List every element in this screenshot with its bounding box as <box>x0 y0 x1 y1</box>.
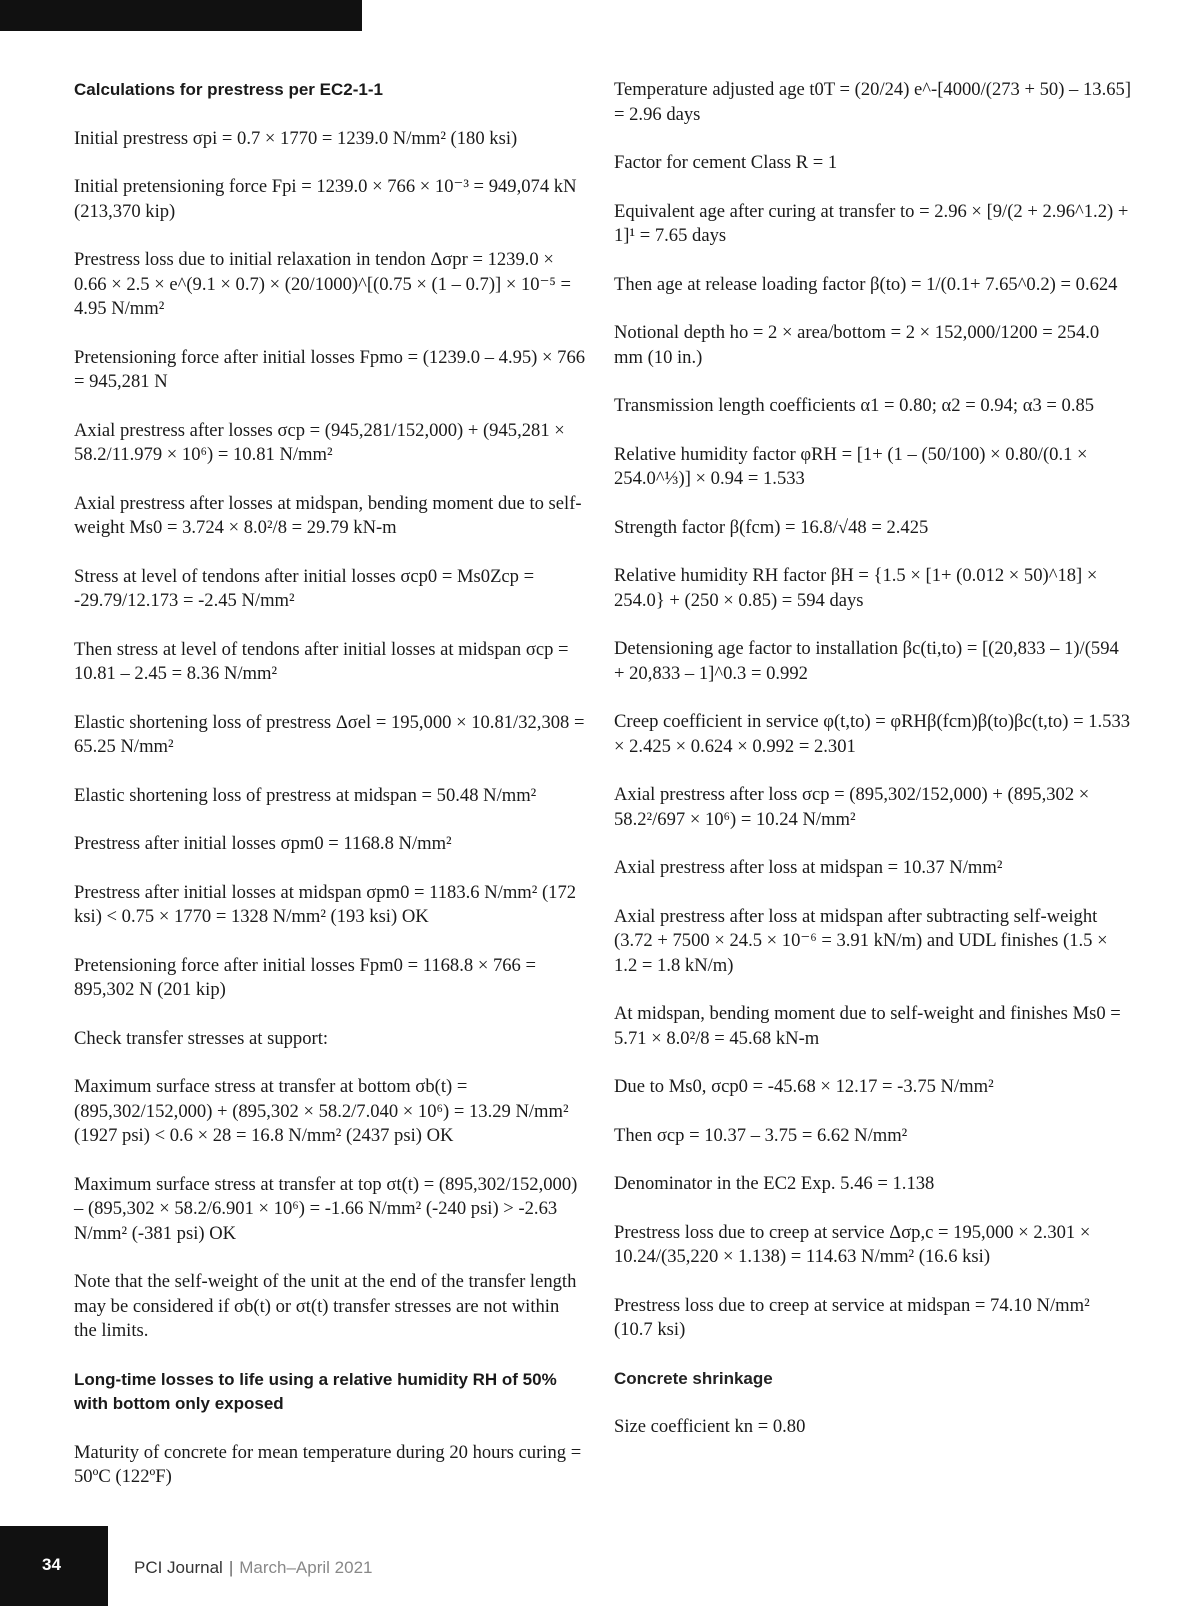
issue-date: March–April 2021 <box>239 1558 373 1577</box>
right-column <box>614 78 1132 1464</box>
journal-line <box>134 1558 373 1578</box>
paragraph: Prestress loss due to creep at service Δσp,c = 195,000 × 2.301 × 10.24/(35,220 × 1.138) = 114.63 N/mm² (16.6 ksi) <box>614 1221 1091 1267</box>
paragraph: Notional depth ho = 2 × area/bottom = 2 × 152,000/1200 = 254.0 mm (10 in.) <box>614 322 1100 368</box>
paragraph: Axial prestress after loss at midspan after subtracting self-weight (3.72 + 7500 × 24.5 × 10⁻⁶ = 3.91 kN/m) and UDL finishes (1.5 × 1.2 = 1.8 kN/m) <box>614 905 1108 976</box>
paragraph: Size coefficient kn = 0.80 <box>614 1416 806 1437</box>
paragraph: Pretensioning force after initial losses Fpmo = (1239.0 – 4.95) × 766 = 945,281 N <box>74 346 586 392</box>
page-number: 34 <box>42 1555 61 1574</box>
paragraph: Denominator in the EC2 Exp. 5.46 = 1.138 <box>614 1173 935 1194</box>
paragraph: Axial prestress after losses at midspan, bending moment due to self-weight Ms0 = 3.724 × 8.0²/8 = 29.79 kN-m <box>74 492 582 538</box>
paragraph: Axial prestress after losses σcp = (945,281/152,000) + (945,281 × 58.2/11.979 × 10⁶) = 10.81 N/mm² <box>74 419 565 465</box>
paragraph: Pretensioning force after initial losses Fpm0 = 1168.8 × 766 = 895,302 N (201 kip) <box>74 954 536 1000</box>
section-heading: Long-time losses to life using a relative humidity RH of 50% with bottom only exposed <box>74 1369 557 1413</box>
paragraph: Relative humidity factor φRH = [1+ (1 – (50/100) × 0.80/(0.1 × 254.0^⅓)] × 0.94 = 1.533 <box>614 443 1088 489</box>
paragraph: Stress at level of tendons after initial losses σcp0 = Ms0Zcp = -29.79/12.173 = -2.45 N/mm² <box>74 565 535 611</box>
paragraph: Transmission length coefficients α1 = 0.80; α2 = 0.94; α3 = 0.85 <box>614 395 1095 416</box>
paragraph: Initial pretensioning force Fpi = 1239.0 × 766 × 10⁻³ = 949,074 kN (213,370 kip) <box>74 176 577 222</box>
paragraph: Prestress loss due to initial relaxation in tendon Δσpr = 1239.0 × 0.66 × 2.5 × e^(9.1 × 0.7) × (20/1000)^[(0.75 × (1 – 0.7)] × 10⁻⁵ = 4.95 N/mm² <box>74 249 572 319</box>
paragraph: Strength factor β(fcm) = 16.8/√48 = 2.425 <box>614 516 929 538</box>
paragraph: Relative humidity RH factor βH = {1.5 × [1+ (0.012 × 50)^18] × 254.0} + (250 × 0.85) = 594 days <box>614 565 1098 611</box>
paragraph: Then stress at level of tendons after initial losses at midspan σcp = 10.81 – 2.45 = 8.36 N/mm² <box>74 638 569 684</box>
page-footer <box>0 1526 1200 1606</box>
journal-name: PCI Journal <box>134 1558 223 1577</box>
paragraph: Creep coefficient in service φ(t,to) = φRHβ(fcm)β(to)βc(t,to) = 1.533 × 2.425 × 0.624 × 0.992 = 2.301 <box>614 711 1131 757</box>
paragraph: Prestress after initial losses at midspan σpm0 = 1183.6 N/mm² (172 ksi) < 0.75 × 1770 = 1328 N/mm² (193 ksi) OK <box>74 881 577 927</box>
paragraph: Elastic shortening loss of prestress at midspan = 50.48 N/mm² <box>74 784 537 806</box>
paragraph: Initial prestress σpi = 0.7 × 1770 = 1239.0 N/mm² (180 ksi) <box>74 127 518 149</box>
paragraph: Prestress loss due to creep at service at midspan = 74.10 N/mm² (10.7 ksi) <box>614 1294 1090 1340</box>
section-heading: Calculations for prestress per EC2-1-1 <box>74 80 383 99</box>
paragraph: Due to Ms0, σcp0 = -45.68 × 12.17 = -3.75 N/mm² <box>614 1076 994 1097</box>
paragraph: Detensioning age factor to installation βc(ti,to) = [(20,833 – 1)/(594 + 20,833 – 1]^0.3 = 0.992 <box>614 638 1119 684</box>
paragraph: Equivalent age after curing at transfer to = 2.96 × [9/(2 + 2.96^1.2) + 1]¹ = 7.65 days <box>614 200 1129 246</box>
paragraph: Maximum surface stress at transfer at bottom σb(t) = (895,302/152,000) + (895,302 × 58.2/7.040 × 10⁶) = 13.29 N/mm² (1927 psi) < 0.6 × 28 = 16.8 N/mm² (2437 psi) OK <box>74 1076 569 1146</box>
paragraph: Axial prestress after loss σcp = (895,302/152,000) + (895,302 × 58.2²/697 × 10⁶) = 10.24 N/mm² <box>614 784 1090 830</box>
left-column <box>74 78 586 1514</box>
paragraph: Note that the self-weight of the unit at the end of the transfer length may be considered if σb(t) or σt(t) transfer stresses are not within the limits. <box>74 1271 577 1341</box>
paragraph: Then age at release loading factor β(to) = 1/(0.1+ 7.65^0.2) = 0.624 <box>614 273 1118 295</box>
paragraph: Maximum surface stress at transfer at top σt(t) = (895,302/152,000) – (895,302 × 58.2/6.901 × 10⁶) = -1.66 N/mm² (-240 psi) > -2.63 N/mm² (-381 psi) OK <box>74 1173 578 1244</box>
paragraph: Maturity of concrete for mean temperature during 20 hours curing = 50ºC (122ºF) <box>74 1441 582 1487</box>
paragraph: At midspan, bending moment due to self-weight and finishes Ms0 = 5.71 × 8.0²/8 = 45.68 kN-m <box>614 1003 1121 1049</box>
header-bar <box>0 0 362 31</box>
separator: | <box>228 1558 234 1577</box>
paragraph: Elastic shortening loss of prestress Δσel = 195,000 × 10.81/32,308 = 65.25 N/mm² <box>74 711 585 757</box>
paragraph: Then σcp = 10.37 – 3.75 = 6.62 N/mm² <box>614 1124 908 1146</box>
paragraph: Factor for cement Class R = 1 <box>614 152 838 173</box>
section-heading: Concrete shrinkage <box>614 1368 773 1388</box>
paragraph: Axial prestress after loss at midspan = 10.37 N/mm² <box>614 857 1003 878</box>
paragraph: Prestress after initial losses σpm0 = 1168.8 N/mm² <box>74 833 452 854</box>
paragraph: Temperature adjusted age t0T = (20/24) e^-[4000/(273 + 50) – 13.65] = 2.96 days <box>614 79 1132 125</box>
page-number-box <box>0 1526 108 1606</box>
paragraph: Check transfer stresses at support: <box>74 1027 329 1049</box>
